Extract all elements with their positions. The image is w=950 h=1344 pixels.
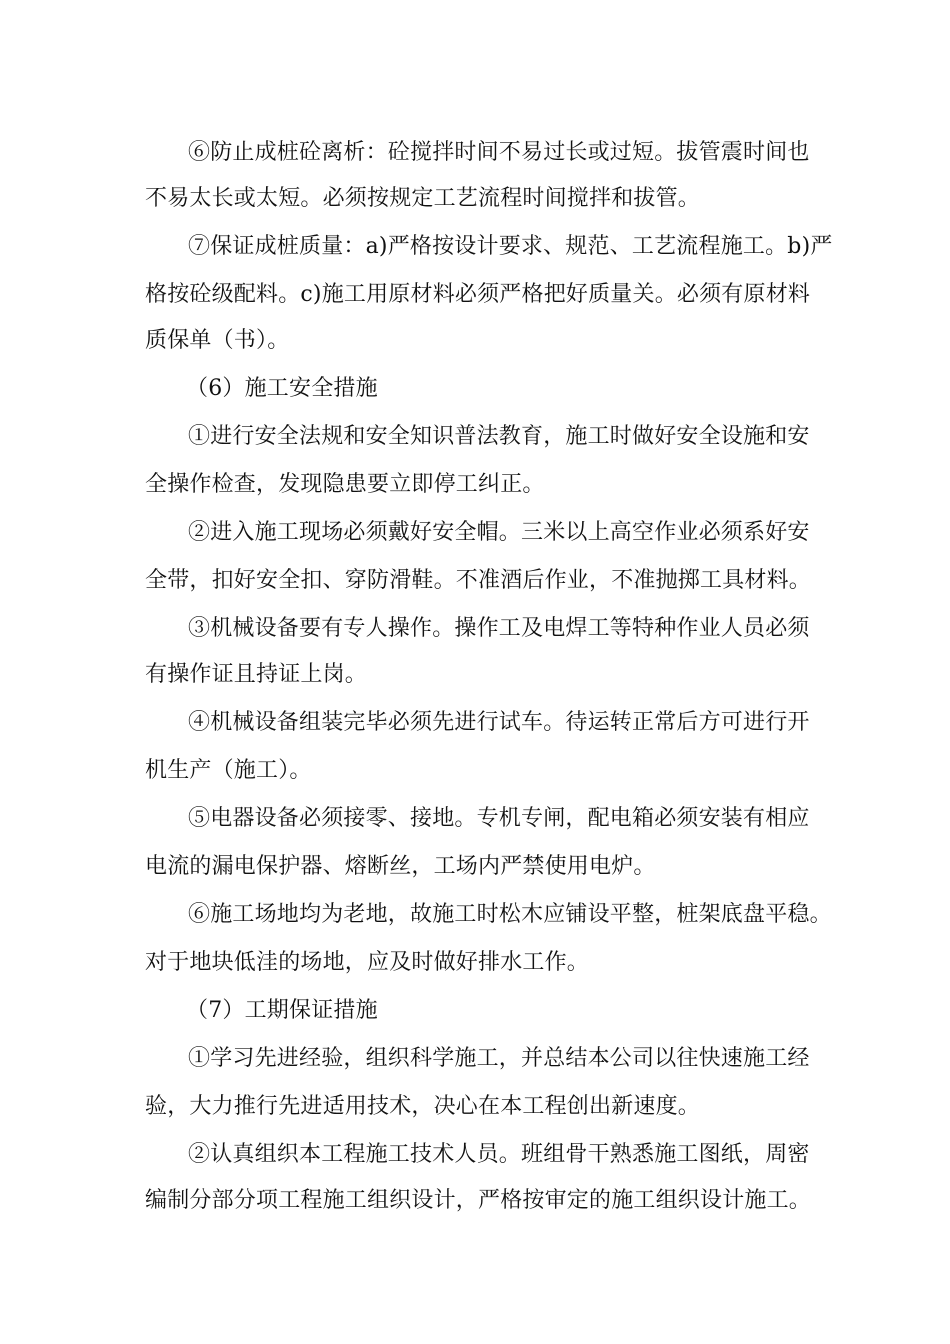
paragraph-line: ②认真组织本工程施工技术人员。班组骨干熟悉施工图纸，周密 [188, 1142, 810, 1167]
paragraph-line: 格按砼级配料。c)施工用原材料必须严格把好质量关。必须有原材料 [145, 282, 811, 307]
paragraph-line: ①学习先进经验，组织科学施工，并总结本公司以往快速施工经 [188, 1046, 810, 1071]
paragraph-line: ③机械设备要有专人操作。操作工及电焊工等特种作业人员必须 [188, 616, 810, 641]
paragraph-line: 全操作检查，发现隐患要立即停工纠正。 [145, 472, 545, 497]
paragraph-line: ②进入施工现场必须戴好安全帽。三米以上高空作业必须系好安 [188, 520, 810, 545]
paragraph-line: ⑥施工场地均为老地，故施工时松木应铺设平整，桩架底盘平稳。 [188, 902, 832, 927]
paragraph-line: ⑦保证成桩质量：a)严格按设计要求、规范、工艺流程施工。b)严 [188, 234, 833, 259]
paragraph-line: 机生产（施工）。 [145, 758, 312, 783]
paragraph-line: 编制分部分项工程施工组织设计，严格按审定的施工组织设计施工。 [145, 1188, 812, 1213]
paragraph-line: 有操作证且持证上岗。 [145, 662, 368, 687]
paragraph-line: 电流的漏电保护器、熔断丝，工场内严禁使用电炉。 [145, 854, 656, 879]
paragraph-line: 对于地块低洼的场地，应及时做好排水工作。 [145, 950, 590, 975]
paragraph-line: ⑤电器设备必须接零、接地。专机专闸，配电箱必须安装有相应 [188, 806, 810, 831]
paragraph-line: 质保单（书）。 [145, 328, 290, 353]
section-heading: （7）工期保证措施 [186, 998, 378, 1023]
paragraph-line: ④机械设备组装完毕必须先进行试车。待运转正常后方可进行开 [188, 710, 810, 735]
paragraph-line: ⑥防止成桩砼离析：砼搅拌时间不易过长或过短。拔管震时间也 [188, 140, 810, 165]
section-heading: （6）施工安全措施 [186, 376, 378, 401]
paragraph-line: 全带，扣好安全扣、穿防滑鞋。不准酒后作业，不准抛掷工具材料。 [145, 568, 812, 593]
paragraph-line: ①进行安全法规和安全知识普法教育，施工时做好安全设施和安 [188, 424, 810, 449]
paragraph-line: 验，大力推行先进适用技术，决心在本工程创出新速度。 [145, 1094, 701, 1119]
paragraph-line: 不易太长或太短。必须按规定工艺流程时间搅拌和拔管。 [145, 186, 701, 211]
